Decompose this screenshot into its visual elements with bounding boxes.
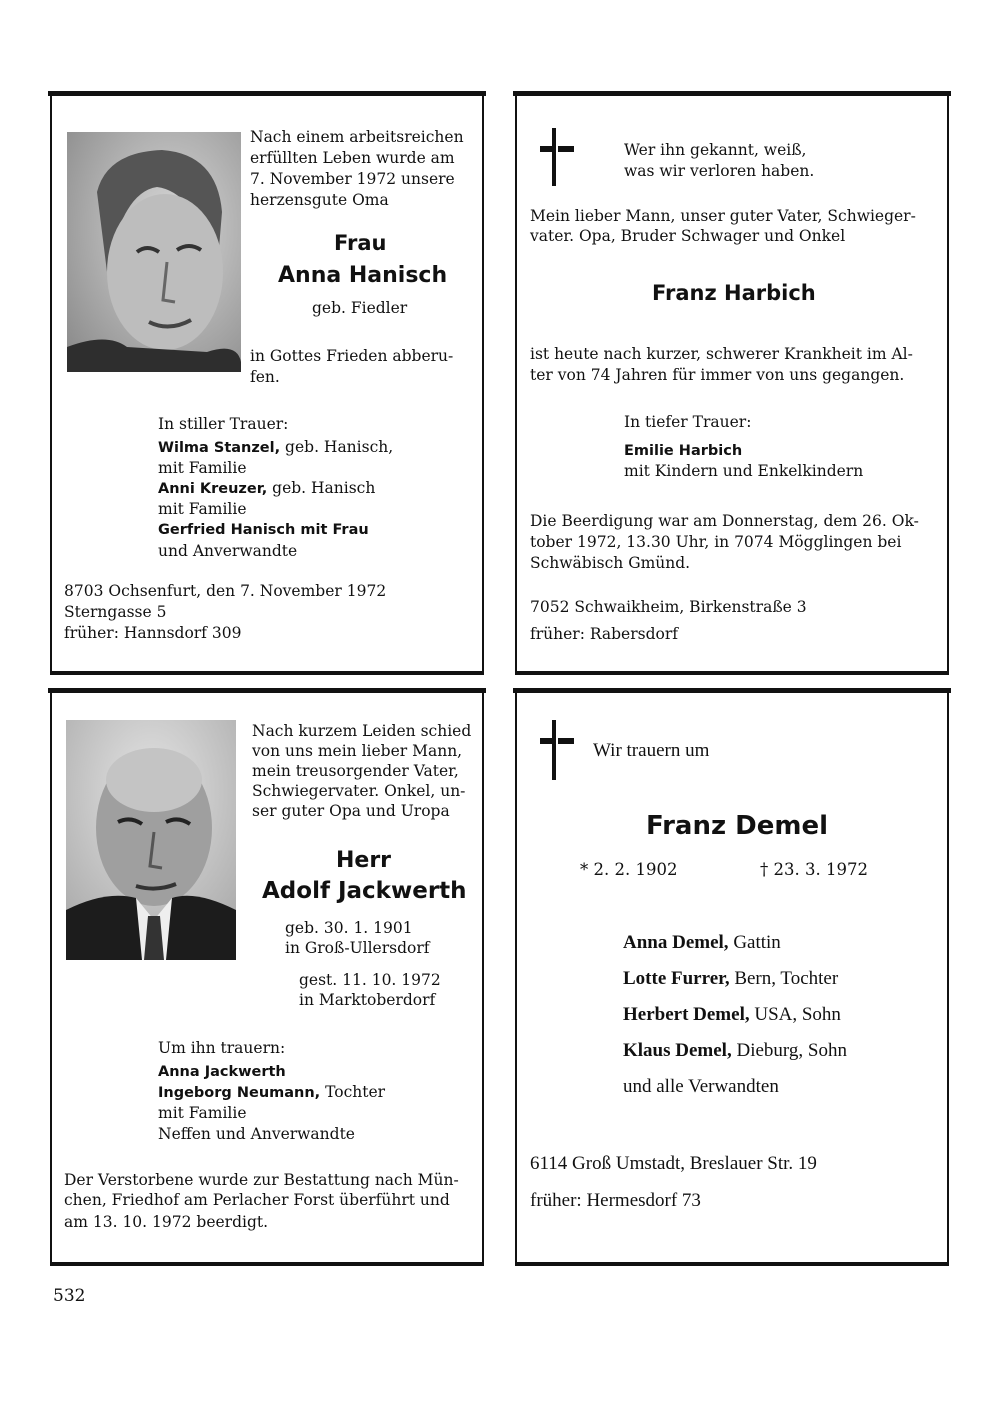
mourner-line: Lotte Furrer, Bern, Tochter (623, 968, 839, 989)
mourner-line: Anna Jackwerth (158, 1064, 286, 1080)
intro-line: Schwiegervater. Onkel, un- (252, 782, 466, 800)
text-line: ist heute nach kurzer, schwerer Krankheit im Al- (530, 345, 913, 363)
mourning-heading: Um ihn trauern: (158, 1039, 286, 1057)
birth-date: * 2. 2. 1902 (580, 860, 678, 879)
address-line: früher: Hannsdorf 309 (64, 624, 242, 642)
closing-line: in Gottes Frieden abberu- (250, 347, 454, 365)
closing-line: fen. (250, 368, 280, 386)
mourner-line: mit Familie (158, 500, 247, 518)
mourner-family: mit Kindern und Enkelkindern (624, 462, 864, 480)
mourning-heading: In tiefer Trauer: (624, 413, 752, 431)
deceased-name: Franz Harbich (652, 281, 816, 305)
mourner-line: und Anverwandte (158, 542, 298, 560)
intro-line: von uns mein lieber Mann, (252, 742, 463, 760)
deceased-name: Franz Demel (646, 811, 829, 841)
burial-line: am 13. 10. 1972 beerdigt. (64, 1213, 269, 1231)
mourner-line: Gerfried Hanisch mit Frau (158, 522, 369, 538)
mourner-line: mit Familie (158, 459, 247, 477)
page-number: 532 (53, 1286, 86, 1306)
address-line: 7052 Schwaikheim, Birkenstraße 3 (530, 598, 807, 616)
intro-line: ser guter Opa und Uropa (252, 802, 450, 820)
cross-icon (540, 720, 580, 782)
mourner-line: Klaus Demel, Dieburg, Sohn (623, 1040, 847, 1061)
deceased-title: Frau (334, 231, 387, 255)
portrait-photo-adolf-jackwerth (66, 720, 236, 960)
address-line: früher: Hermesdorf 73 (530, 1190, 701, 1211)
intro-line: 7. November 1972 unsere (250, 170, 455, 188)
intro-line: mein treusorgender Vater, (252, 762, 459, 780)
address-line: früher: Rabersdorf (530, 625, 678, 643)
burial-line: chen, Friedhof am Perlacher Forst überführt und (64, 1191, 450, 1209)
deceased-name: Adolf Jackwerth (262, 878, 467, 904)
mourner-line: Neffen und Anverwandte (158, 1125, 355, 1143)
heading: Wir trauern um (593, 740, 710, 761)
funeral-line: Schwäbisch Gmünd. (530, 554, 691, 572)
funeral-line: tober 1972, 13.30 Uhr, in 7074 Mögglingen bei (530, 533, 902, 551)
verse-line: was wir verloren haben. (624, 162, 815, 180)
intro-line: Nach einem arbeitsreichen (250, 128, 464, 146)
burial-line: Der Verstorbene wurde zur Bestattung nach Mün- (64, 1171, 459, 1189)
death-line: in Marktoberdorf (299, 991, 436, 1009)
birth-line: geb. 30. 1. 1901 (285, 919, 413, 937)
verse-line: Wer ihn gekannt, weiß, (624, 141, 807, 159)
address-line: 6114 Groß Umstadt, Breslauer Str. 19 (530, 1153, 817, 1174)
mourner-line: Wilma Stanzel, geb. Hanisch, (158, 438, 394, 456)
mourner-line: mit Familie (158, 1104, 247, 1122)
deceased-title: Herr (336, 848, 392, 873)
mourning-heading: In stiller Trauer: (158, 415, 289, 433)
address-line: Sterngasse 5 (64, 603, 167, 621)
cross-icon (540, 128, 580, 188)
deceased-name: Anna Hanisch (278, 263, 448, 288)
address-line: 8703 Ochsenfurt, den 7. November 1972 (64, 582, 387, 600)
mourner-line: Anna Demel, Gattin (623, 932, 781, 953)
funeral-line: Die Beerdigung war am Donnerstag, dem 26. Ok- (530, 512, 919, 530)
intro-line: vater. Opa, Bruder Schwager und Onkel (530, 227, 846, 245)
intro-line: herzensgute Oma (250, 191, 389, 209)
mourner-name: Emilie Harbich (624, 443, 743, 459)
birth-line: in Groß-Ullersdorf (285, 939, 430, 957)
mourner-line: Herbert Demel, USA, Sohn (623, 1004, 841, 1025)
intro-line: erfüllten Leben wurde am (250, 149, 455, 167)
text-line: ter von 74 Jahren für immer von uns gegangen. (530, 366, 905, 384)
mourner-line: und alle Verwandten (623, 1076, 779, 1097)
intro-line: Mein lieber Mann, unser guter Vater, Schwieger- (530, 207, 916, 225)
mourner-line: Anni Kreuzer, geb. Hanisch (158, 479, 376, 497)
maiden-name: geb. Fiedler (312, 299, 408, 317)
intro-line: Nach kurzem Leiden schied (252, 722, 472, 740)
portrait-photo-anna-hanisch (67, 132, 241, 372)
death-date: † 23. 3. 1972 (760, 860, 868, 879)
death-line: gest. 11. 10. 1972 (299, 971, 441, 989)
mourner-line: Ingeborg Neumann, Tochter (158, 1083, 386, 1101)
